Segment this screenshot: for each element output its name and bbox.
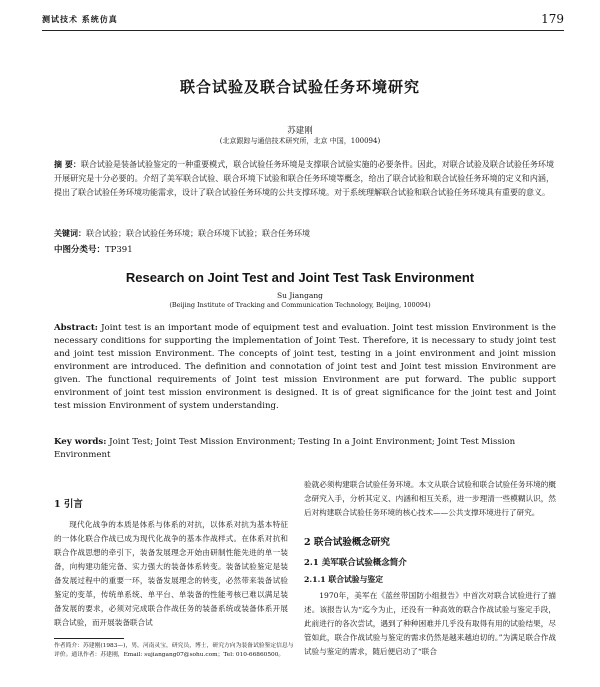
- keywords-en-label: Key words:: [54, 437, 107, 447]
- left-column: [54, 482, 288, 630]
- affiliation-en: (Beijing Institute of Tracking and Communication Technology, Beijing, 100094): [169, 301, 431, 309]
- affiliation-cn: (北京跟踪与通信技术研究所，北京 中国，100094): [219, 137, 381, 145]
- page-number: 179: [541, 12, 564, 26]
- author-en: Su Jiangang: [277, 291, 323, 300]
- section-2-heading: 2 联合试验概念研究: [304, 537, 390, 548]
- section-2-1-1-paragraph: 1970年，美军在《蓝丝带国防小组报告》中首次对联合试验进行了描述。该报告认为“迄今为止，还没有一种高效的联合作战试验与鉴定手段，此前进行的各次尝试，遇到了种种困难并几乎没有取得有用的试验结果，尽管如此，联合作战试验与鉴定的需求仍然是越来越迫切的。”为满足联合作战试验与鉴定的需求，随后便启动了“联合: [304, 591, 556, 656]
- keywords-cn-label: 关键词：: [54, 228, 86, 238]
- keywords-en: [54, 436, 556, 462]
- classification-cn-text: TP391: [105, 245, 133, 255]
- abstract-en: [54, 322, 556, 413]
- keywords-cn-text: 联合试验；联合试验任务环境；联合环境下试验；联合任务环境: [86, 229, 310, 238]
- abstract-cn-text: 联合试验是装备试验鉴定的一种重要模式，联合试验任务环境是支撑联合试验实施的必要条件。因此，对联合试验及联合试验任务环境开展研究是十分必要的。介绍了美军联合试验、联合环境下试验和联合任务环境等概念，给出了联合试验和联合试验任务环境的定义和内涵，提出了联合试验任务环境功能需求，设计了联合试验任务环境的公共支撑环境。对于系统理解联合试验和联合试验任务环境具有重要的意义。: [54, 160, 554, 197]
- title-cn: 联合试验及联合试验任务环境研究: [179, 78, 420, 96]
- right-column: [304, 478, 556, 659]
- keywords-cn: [54, 228, 554, 239]
- title-en: Research on Joint Test and Joint Test Task Environment: [125, 270, 475, 285]
- abstract-en-label: Abstract:: [54, 323, 98, 333]
- classification-cn: [54, 243, 133, 255]
- footnote-rule: [54, 638, 124, 639]
- page-header: [42, 12, 564, 31]
- classification-cn-label: 中图分类号：: [54, 245, 106, 255]
- abstract-en-text: Joint test is an important mode of equipment test and evaluation. Joint test mission Environment is the necessary conditions for supporting the implementation of Joint Test. Therefore, it is necessary to study joint test and joint test mission Environment. The concepts of joint test, testing in a joint environment and joint mission environment are introduced. The definition and connotation of joint test and Joint test mission Environment are given. The functional requirements of Joint test mission Environment are put forward. The public support environment of joint test mission environment is designed. It is of great significance for the joint test and Joint test mission Environment of system understanding.: [54, 323, 556, 411]
- section-2-1-1-heading: 2.1.1 联合试验与鉴定: [304, 575, 383, 584]
- author-footnote: 作者简介：苏建刚(1983—)，男，河南灵宝，研究员，博士，研究方向为装备试验鉴定信息与评价。通讯作者：苏建刚，Email: sujiangang07@sohu.com；Tel: 010-66860500。: [54, 643, 294, 658]
- abstract-cn: [54, 157, 554, 200]
- section-1-heading: 1 引言: [54, 499, 83, 510]
- section-2-1-heading: 2.1 美军联合试验概念简介: [304, 558, 407, 568]
- intro-paragraph: 现代化战争的本质是体系与体系的对抗，以体系对抗为基本特征的一体化联合作战已成为现代化战争的基本作战样式。在体系对抗和联合作战思想的牵引下，装备发展理念开始由研制性能先进的单一装备，向构建功能完备、实力强大的装备体系转变。装备试验鉴定是装备发展过程中的重要一环，装备发展理念的转变，必然带来装备试验鉴定的变革，传统单系统、单平台、单装备的性能考核已难以满足装备发展的要求，必须对完成联合作战任务的装备系统或装备体系开展联合试验，而开展装备联合试: [54, 520, 288, 627]
- continued-paragraph: 验就必须构建联合试验任务环境。本文从联合试验和联合试验任务环境的概念研究入手，分析其定义、内涵和相互关系，进一步理清一些模糊认识，然后对构建联合试验任务环境的核心技术——公共支撑环境进行了研究。: [304, 480, 556, 517]
- abstract-cn-label: 摘 要：: [54, 159, 81, 169]
- keywords-en-text: Joint Test; Joint Test Mission Environment; Testing In a Joint Environment; Joint Test Mission Environment: [54, 437, 516, 460]
- author-cn: 苏建刚: [287, 126, 313, 136]
- journal-name: 测试技术 系统仿真: [42, 14, 118, 24]
